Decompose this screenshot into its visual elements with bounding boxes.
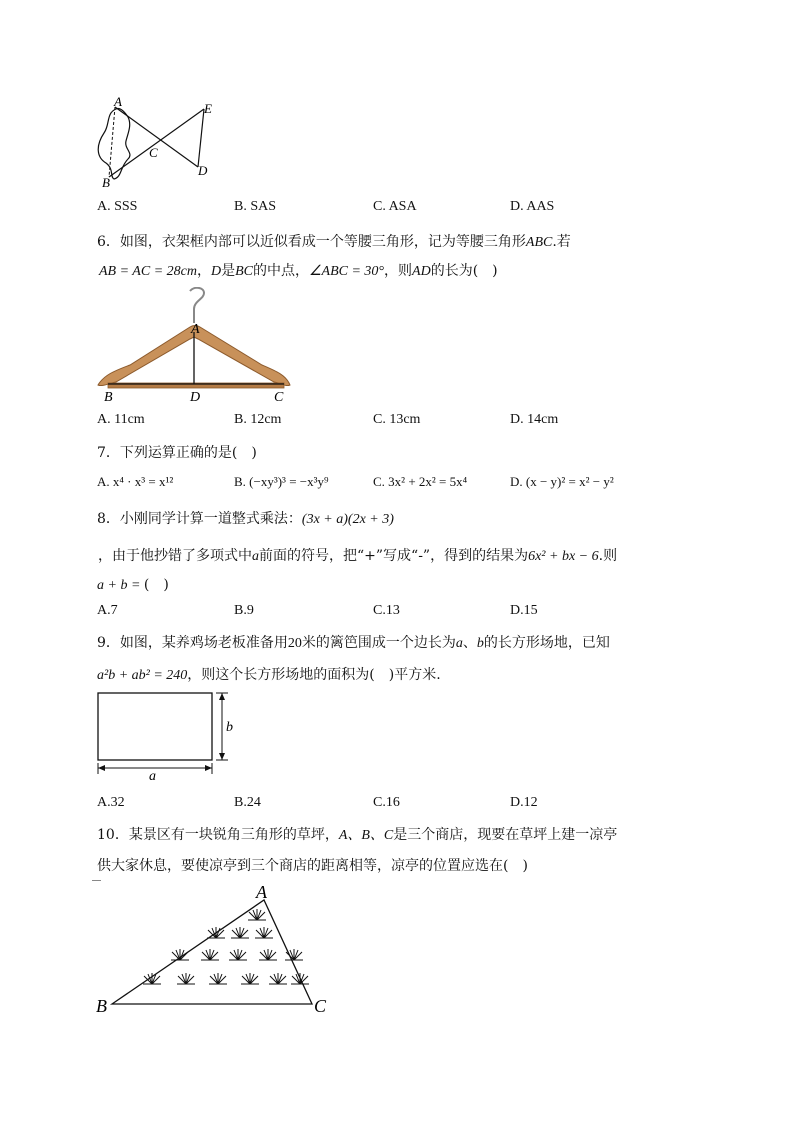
q10-stem-line1: 10．某景区有一块锐角三角形的草坪，A、B、C是三个商店，现要在草坪上建一凉亭 <box>97 827 618 843</box>
grass-tufts <box>92 880 309 984</box>
q5-label-d: D <box>198 163 208 178</box>
q6-stem-line2: AB = AC = 28cm，D是BC的中点，∠ABC = 30°，则AD的长为( ) <box>99 263 498 279</box>
q8-option-c[interactable]: C.13 <box>373 603 400 618</box>
q6-option-a[interactable]: A. 11cm <box>97 412 145 427</box>
q9-rectangle-figure <box>92 688 242 782</box>
q7-options <box>97 474 657 494</box>
q8-stem-line1: 8．小刚同学计算一道整式乘法：(3x + a)(2x + 3) <box>97 511 394 527</box>
q7-option-c[interactable]: C. 3x² + 2x² = 5x⁴ <box>373 474 468 489</box>
q10-label-c: C <box>314 996 327 1016</box>
q5-option-c[interactable]: C. ASA <box>373 199 417 214</box>
q8-stem-line3: a + b = ( ) <box>97 577 169 593</box>
q6-label-d: D <box>190 390 201 405</box>
q5-figure <box>88 95 228 190</box>
q10-label-b: B <box>96 996 107 1016</box>
q10-stem-line2: 供大家休息，要使凉亭到三个商店的距离相等，凉亭的位置应选在( ) <box>97 858 528 874</box>
q6-option-c[interactable]: C. 13cm <box>373 412 421 427</box>
q9-option-d[interactable]: D.12 <box>510 795 538 810</box>
q9-stem-line2: a²b + ab² = 240，则这个长方形场地的面积为( )平方米. <box>97 667 441 683</box>
q9-label-a: a <box>149 769 156 782</box>
q6-options <box>97 412 657 432</box>
q6-hanger-figure <box>94 287 294 405</box>
q6-option-d[interactable]: D. 14cm <box>510 412 559 427</box>
q10-triangle <box>112 900 312 1004</box>
q8-option-d[interactable]: D.15 <box>510 603 538 618</box>
q6-stem-line1: 6．如图，衣架框内部可以近似看成一个等腰三角形，记为等腰三角形ABC.若 <box>97 234 571 250</box>
hanger-hook <box>190 288 204 323</box>
q10-label-a: A <box>256 882 267 902</box>
q6-label-c: C <box>274 390 284 405</box>
q8-stem-line2: ，由于他抄错了多项式中a前面的符号，把“+”写成“-”，得到的结果为6x² + bx − 6.则 <box>98 548 618 564</box>
q5-label-a: A <box>114 95 122 109</box>
q5-option-b[interactable]: B. SAS <box>234 199 277 214</box>
q5-label-c: C <box>149 145 158 160</box>
q6-label-b: B <box>104 390 113 405</box>
q5-label-e: E <box>204 101 212 116</box>
q7-stem: 7．下列运算正确的是( ) <box>97 445 257 461</box>
q7-option-a[interactable]: A. x⁴ · x³ = x¹² <box>97 474 174 489</box>
q5-option-d[interactable]: D. AAS <box>510 199 555 214</box>
q7-option-b[interactable]: B. (−xy³)³ = −x³y⁹ <box>234 474 329 489</box>
q9-label-b: b <box>226 720 233 735</box>
q9-options <box>97 795 657 815</box>
q6-label-a: A <box>191 322 200 337</box>
q9-option-a[interactable]: A.32 <box>97 795 125 810</box>
q9-option-c[interactable]: C.16 <box>373 795 400 810</box>
q8-options <box>97 603 657 623</box>
q9-option-b[interactable]: B.24 <box>234 795 261 810</box>
q6-option-b[interactable]: B. 12cm <box>234 412 282 427</box>
q5-label-b: B <box>102 175 110 190</box>
q10-lawn-figure <box>92 880 342 1020</box>
q9-field-rect <box>98 693 212 760</box>
q8-option-b[interactable]: B.9 <box>234 603 254 618</box>
q5-option-a[interactable]: A. SSS <box>97 199 138 214</box>
q5-options <box>97 199 657 219</box>
q8-option-a[interactable]: A.7 <box>97 603 118 618</box>
q7-option-d[interactable]: D. (x − y)² = x² − y² <box>510 474 614 489</box>
q5-dashed-ab <box>109 107 115 177</box>
q9-stem-line1: 9．如图，某养鸡场老板准备用20米的篱笆围成一个边长为a、b的长方形场地，已知 <box>97 635 610 651</box>
